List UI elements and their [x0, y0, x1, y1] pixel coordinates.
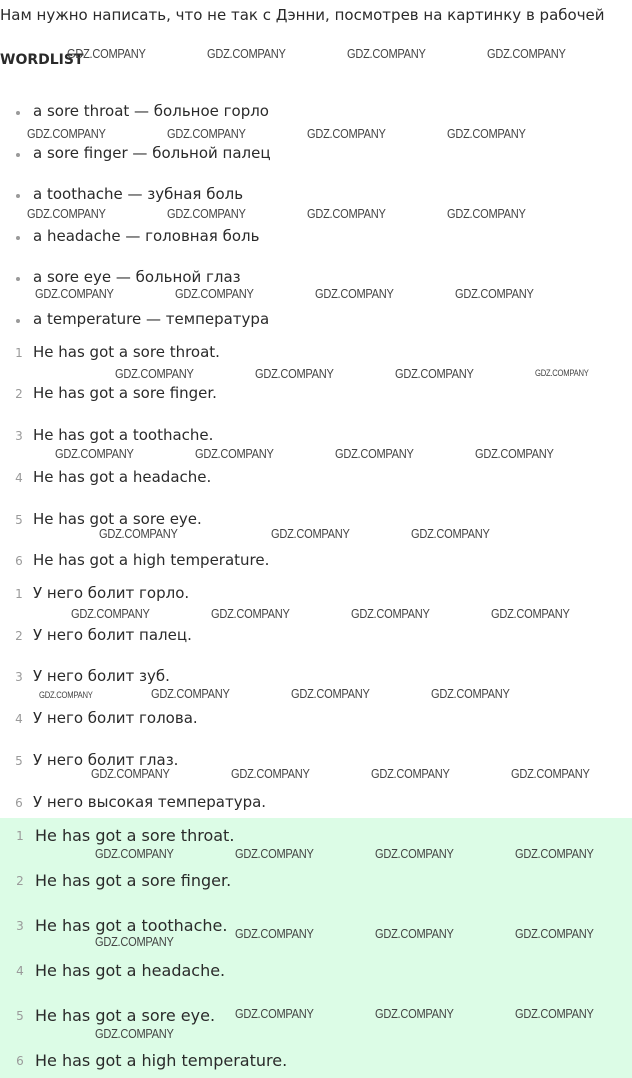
watermark: GDZ.COMPANY — [515, 926, 594, 941]
item-number: 4 — [16, 964, 24, 978]
watermark: GDZ.COMPANY — [375, 1006, 454, 1021]
watermark: GDZ.COMPANY — [447, 206, 526, 221]
item-number: 1 — [15, 346, 23, 360]
watermark: GDZ.COMPANY — [335, 446, 414, 461]
item-number: 6 — [15, 796, 23, 810]
watermark: GDZ.COMPANY — [235, 846, 314, 861]
watermark: GDZ.COMPANY — [511, 766, 590, 781]
watermark: GDZ.COMPANY — [535, 368, 589, 378]
item-number: 2 — [15, 629, 23, 643]
watermark: GDZ.COMPANY — [95, 1026, 174, 1041]
watermark: GDZ.COMPANY — [291, 686, 370, 701]
answer-text: He has got a sore throat. — [35, 826, 235, 845]
item-number: 3 — [15, 670, 23, 684]
list-item — [0, 227, 632, 249]
list-item — [0, 185, 632, 207]
watermark: GDZ.COMPANY — [235, 926, 314, 941]
wordlist-text: a sore throat — больное горло — [33, 102, 269, 120]
list-item — [0, 626, 632, 648]
item-number: 5 — [16, 1009, 24, 1023]
item-number: 4 — [15, 471, 23, 485]
list-item — [0, 384, 632, 406]
sentence-text: He has got a high temperature. — [33, 551, 270, 569]
intro-text: Нам нужно написать, что не так с Дэнни, посмотрев на картинку в рабочей — [0, 6, 605, 24]
wordlist-text: a headache — головная боль — [33, 227, 260, 245]
watermark: GDZ.COMPANY — [211, 606, 290, 621]
watermark: GDZ.COMPANY — [431, 686, 510, 701]
bullet-icon — [16, 111, 20, 115]
watermark: GDZ.COMPANY — [151, 686, 230, 701]
item-number: 2 — [16, 874, 24, 888]
watermark: GDZ.COMPANY — [411, 526, 490, 541]
answer-text: He has got a toothache. — [35, 916, 228, 935]
watermark: GDZ.COMPANY — [515, 1006, 594, 1021]
list-item — [0, 961, 632, 983]
item-number: 4 — [15, 712, 23, 726]
item-number: 1 — [15, 587, 23, 601]
watermark: GDZ.COMPANY — [375, 846, 454, 861]
sentence-text: He has got a headache. — [33, 468, 212, 486]
list-item — [0, 1051, 632, 1073]
watermark: GDZ.COMPANY — [347, 46, 426, 61]
watermark: GDZ.COMPANY — [195, 446, 274, 461]
item-number: 5 — [15, 754, 23, 768]
wordlist-text: a sore finger — больной палец — [33, 144, 271, 162]
watermark: GDZ.COMPANY — [95, 846, 174, 861]
watermark: GDZ.COMPANY — [55, 446, 134, 461]
watermark: GDZ.COMPANY — [167, 206, 246, 221]
watermark: GDZ.COMPANY — [35, 286, 114, 301]
item-number: 3 — [15, 429, 23, 443]
list-item — [0, 426, 632, 448]
watermark: GDZ.COMPANY — [315, 286, 394, 301]
bullet-icon — [16, 236, 20, 240]
watermark: GDZ.COMPANY — [351, 606, 430, 621]
item-number: 3 — [16, 919, 24, 933]
watermark: GDZ.COMPANY — [27, 206, 106, 221]
watermark: GDZ.COMPANY — [207, 46, 286, 61]
wordlist-text: a sore eye — больной глаз — [33, 268, 241, 286]
answer-text: He has got a high temperature. — [35, 1051, 288, 1070]
watermark: GDZ.COMPANY — [375, 926, 454, 941]
sentence-text: He has got a sore throat. — [33, 343, 220, 361]
bullet-icon — [16, 153, 20, 157]
watermark: GDZ.COMPANY — [491, 606, 570, 621]
list-item — [0, 551, 632, 573]
bullet-icon — [16, 194, 20, 198]
item-number: 5 — [15, 513, 23, 527]
watermark: GDZ.COMPANY — [99, 526, 178, 541]
watermark: GDZ.COMPANY — [67, 46, 146, 61]
answer-text: He has got a headache. — [35, 961, 226, 980]
wordlist-heading: WORDLIST — [0, 52, 84, 68]
watermark: GDZ.COMPANY — [95, 934, 174, 949]
sentence-text: У него болит зуб. — [33, 667, 170, 685]
list-item — [0, 144, 632, 166]
sentence-text: У него болит голова. — [33, 709, 198, 727]
list-item — [0, 310, 632, 332]
watermark: GDZ.COMPANY — [475, 446, 554, 461]
watermark: GDZ.COMPANY — [307, 206, 386, 221]
watermark: GDZ.COMPANY — [71, 606, 150, 621]
sentence-text: He has got a toothache. — [33, 426, 214, 444]
list-item — [0, 468, 632, 490]
wordlist-text: a toothache — зубная боль — [33, 185, 244, 203]
answer-text: He has got a sore eye. — [35, 1006, 216, 1025]
watermark: GDZ.COMPANY — [487, 46, 566, 61]
watermark: GDZ.COMPANY — [175, 286, 254, 301]
sentence-text: He has got a sore finger. — [33, 384, 217, 402]
sentence-text: У него высокая температура. — [33, 793, 267, 811]
answer-text: He has got a sore finger. — [35, 871, 232, 890]
watermark: GDZ.COMPANY — [515, 846, 594, 861]
sentence-text: He has got a sore eye. — [33, 510, 202, 528]
watermark: GDZ.COMPANY — [307, 126, 386, 141]
watermark: GDZ.COMPANY — [235, 1006, 314, 1021]
list-item — [0, 793, 632, 815]
watermark: GDZ.COMPANY — [371, 766, 450, 781]
watermark: GDZ.COMPANY — [255, 366, 334, 381]
bullet-icon — [16, 277, 20, 281]
watermark: GDZ.COMPANY — [39, 690, 93, 700]
watermark: GDZ.COMPANY — [27, 126, 106, 141]
watermark: GDZ.COMPANY — [91, 766, 170, 781]
watermark: GDZ.COMPANY — [271, 526, 350, 541]
watermark: GDZ.COMPANY — [115, 366, 194, 381]
list-item — [0, 709, 632, 731]
bullet-icon — [16, 319, 20, 323]
item-number: 1 — [16, 829, 24, 843]
sentence-text: У него болит палец. — [33, 626, 192, 644]
sentence-text: У него болит горло. — [33, 584, 190, 602]
list-item — [0, 102, 632, 124]
list-item — [0, 871, 632, 893]
watermark: GDZ.COMPANY — [231, 766, 310, 781]
watermark: GDZ.COMPANY — [447, 126, 526, 141]
list-item — [0, 343, 632, 365]
watermark: GDZ.COMPANY — [167, 126, 246, 141]
watermark: GDZ.COMPANY — [395, 366, 474, 381]
list-item — [0, 826, 632, 848]
list-item — [0, 584, 632, 606]
item-number: 2 — [15, 387, 23, 401]
watermark: GDZ.COMPANY — [455, 286, 534, 301]
item-number: 6 — [15, 554, 23, 568]
wordlist-text: a temperature — температура — [33, 310, 270, 328]
item-number: 6 — [16, 1054, 24, 1068]
sentence-text: У него болит глаз. — [33, 751, 179, 769]
